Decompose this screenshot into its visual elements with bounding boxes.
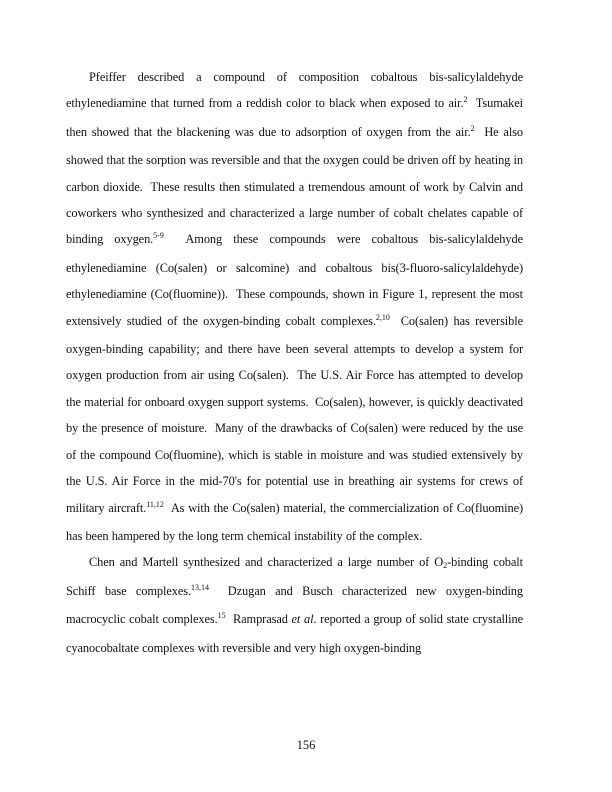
citation-superscript: 2 xyxy=(463,95,468,105)
text-run: Chen and Martell synthesized and characterized a large number of O xyxy=(89,555,444,570)
citation-superscript: 2,10 xyxy=(375,312,390,322)
text-run: Among these compounds were cobaltous bis-salicylaldehyde ethylenediamine (Co(salen) or salcomine) and cobaltous bis(3-fluoro-salicylaldehyde) ethylenediamine (Co(fluomine)). These compounds, shown in Figure 1, represent the most extensively studied of the oxygen-binding cobalt complexes. xyxy=(66,232,523,328)
italic-text: et al xyxy=(291,612,314,627)
citation-superscript: 13,14 xyxy=(190,582,209,592)
paragraph-2 xyxy=(66,549,523,661)
citation-superscript: 15 xyxy=(217,611,226,621)
text-run: Dzugan and Busch characterized new oxygen-binding macrocyclic cobalt complexes. xyxy=(66,583,523,627)
citation-superscript: 5-9 xyxy=(153,231,164,241)
citation-superscript: 2 xyxy=(470,123,475,133)
page-number: 156 xyxy=(296,738,316,752)
chemical-subscript: 2 xyxy=(443,561,448,571)
text-run: Co(salen) has reversible oxygen-binding capability; and there have been several attempts to develop a system for oxygen production from air using Co(salen). The U.S. Air Force has attempted to develop the material for onboard oxygen support systems. Co(salen), however, is quickly deactivated by the presence of moisture. Many of the drawbacks of Co(salen) were reduced by the use of the compound Co(fluomine), which is stable in moisture and was studied extensively by the U.S. Air Force in the mid-70's for potential use in breathing air systems for crews of military aircraft. xyxy=(66,313,523,515)
text-run: As with the Co(salen) material, the commercialization of Co(fluomine) has been hampered by the long term chemical instability of the complex. xyxy=(66,500,524,543)
body-text xyxy=(66,64,523,661)
text-run: -binding cobalt Schiff base complexes. xyxy=(66,555,523,598)
text-run: Ramprasad xyxy=(225,612,292,627)
text-run: He also showed that the sorption was reversible and that the oxygen could be driven off by heating in carbon dioxide. These results then stimulated a tremendous amount of work by Calvin and coworkers who synthesized and characterized a large number of cobalt chelates capable of binding oxygen. xyxy=(66,124,523,247)
text-run: Tsumakei then showed that the blackening was due to adsorption of oxygen from the air. xyxy=(66,96,524,139)
text-run: . reported a group of solid state crystalline cyanocobaltate complexes with reversible and very high oxygen-binding xyxy=(66,612,523,655)
citation-superscript: 11,12 xyxy=(146,499,164,509)
text-run: Pfeiffer described a compound of composition cobaltous bis-salicylaldehyde ethylenediamine that turned from a reddish color to black when exposed to air. xyxy=(66,70,523,111)
paragraph-1 xyxy=(66,64,523,549)
